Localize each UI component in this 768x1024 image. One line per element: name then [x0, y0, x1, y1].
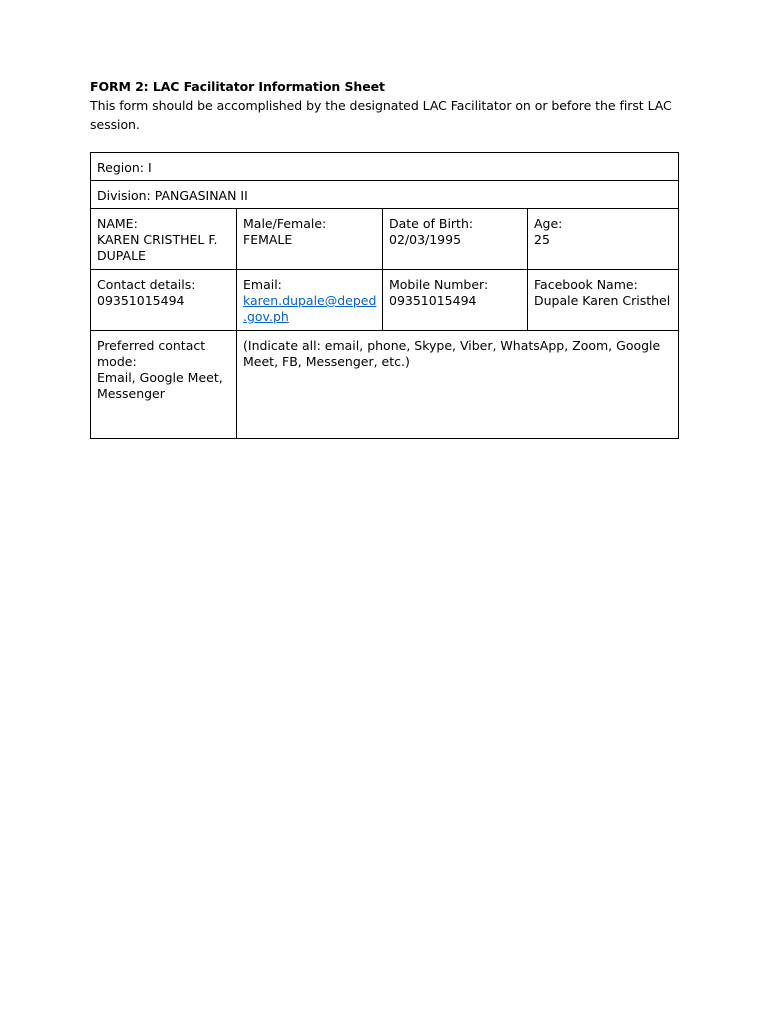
preferred-label: Preferred contact mode:: [97, 338, 206, 369]
region-cell: [91, 153, 679, 181]
facebook-value: Dupale Karen Cristhel: [534, 293, 671, 308]
personal-info-row: [91, 209, 679, 270]
email-cell: [237, 270, 383, 331]
email-link-part1: karen.dupale@deped: [243, 293, 377, 308]
email-link-part2: .gov.ph: [243, 309, 289, 324]
sex-value: FEMALE: [243, 232, 293, 247]
email-link[interactable]: [243, 293, 376, 325]
age-value: 25: [534, 232, 550, 247]
division-text: Division: PANGASINAN II: [97, 188, 248, 203]
facebook-cell: [528, 270, 679, 331]
contact-cell: [91, 270, 237, 331]
mobile-cell: [383, 270, 528, 331]
preferred-contact-row: [91, 331, 679, 439]
preferred-cell: [91, 331, 237, 439]
name-cell: [91, 209, 237, 270]
mobile-label: Mobile Number:: [389, 277, 489, 292]
age-cell: [528, 209, 679, 270]
indicate-text: (Indicate all: email, phone, Skype, Viber, WhatsApp, Zoom, Google Meet, FB, Messenger, etc.): [243, 338, 661, 369]
facilitator-info-table: [90, 152, 679, 439]
dob-value: 02/03/1995: [389, 232, 462, 247]
dob-cell: [383, 209, 528, 270]
indicate-cell: [237, 331, 679, 439]
contact-value: 09351015494: [97, 293, 185, 308]
region-row: [91, 153, 679, 181]
division-cell: [91, 181, 679, 209]
region-text: Region: I: [97, 160, 152, 175]
mobile-value: 09351015494: [389, 293, 477, 308]
contact-label: Contact details:: [97, 277, 196, 292]
sex-cell: [237, 209, 383, 270]
email-label: Email:: [243, 277, 282, 292]
sex-label: Male/Female:: [243, 216, 327, 231]
name-label: NAME:: [97, 216, 138, 231]
age-label: Age:: [534, 216, 563, 231]
form-description: This form should be accomplished by the designated LAC Facilitator on or before the first LAC session.: [90, 98, 672, 132]
division-row: [91, 181, 679, 209]
contact-info-row: [91, 270, 679, 331]
name-value: KAREN CRISTHEL F. DUPALE: [97, 232, 218, 263]
facebook-label: Facebook Name:: [534, 277, 638, 292]
preferred-value: Email, Google Meet, Messenger: [97, 370, 223, 401]
form-title: FORM 2: LAC Facilitator Information Sheet: [90, 79, 385, 94]
dob-label: Date of Birth:: [389, 216, 474, 231]
